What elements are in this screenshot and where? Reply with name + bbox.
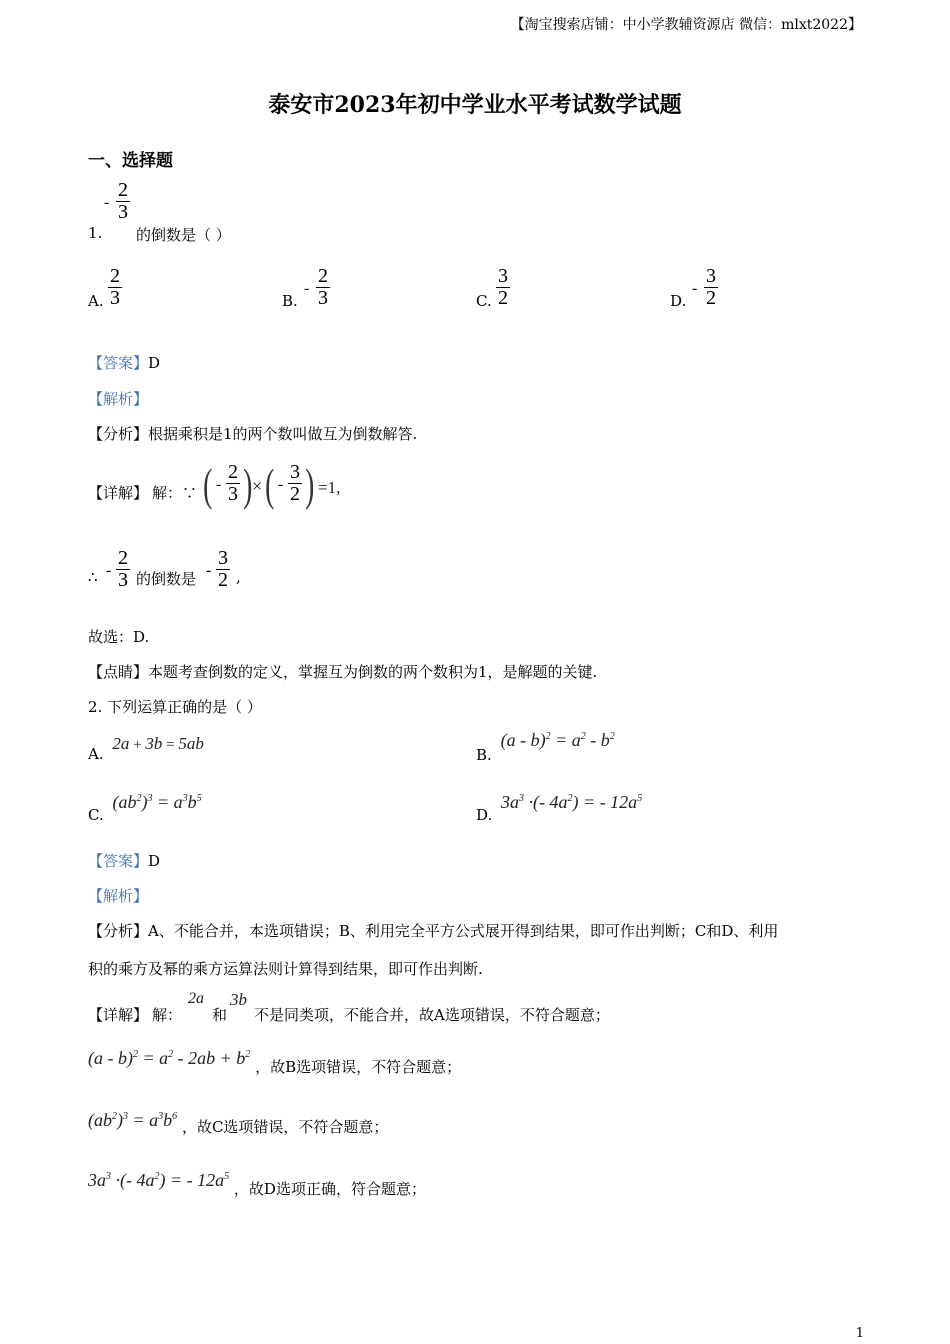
option-label: B. bbox=[282, 292, 298, 310]
q2-fenxi-line-1: 【分析】A、不能合并，本选项错误；B、利用完全平方公式展开得到结果，即可作出判断；C和D、利用 bbox=[88, 922, 779, 940]
q2-answer-line: 【答案】D bbox=[88, 852, 161, 870]
section-heading: 一、选择题 bbox=[88, 151, 173, 171]
therefore-line: ∴ - $\frac{2}{3}$ 的倒数是 - $\frac{3}{2}$ , bbox=[88, 547, 241, 591]
q2-option-a: A. 2a + 3b = 5ab bbox=[88, 734, 204, 763]
fraction: $\frac{3}{2}$ bbox=[706, 265, 716, 309]
q2-option-c: C. $(ab^2)^3 = a^3b^5$ bbox=[88, 792, 202, 824]
minus-sign: - bbox=[692, 280, 698, 297]
fraction: $\frac{3}{2}$ bbox=[498, 265, 508, 309]
fenxi-line: 【分析】根据乘积是1的两个数叫做互为倒数解答. bbox=[88, 425, 418, 443]
answer-value: D bbox=[148, 354, 161, 372]
minus-sign: - bbox=[304, 280, 310, 297]
analysis-tag: 【解析】 bbox=[88, 390, 149, 408]
question-number: 1. bbox=[88, 224, 103, 242]
q2-fenxi-line-2: 积的乘方及幂的乘方运算法则计算得到结果，即可作出判断. bbox=[88, 960, 483, 978]
q2-option-b: B. $(a - b)^2 = a^2 - b^2$ bbox=[476, 730, 615, 764]
q2-option-d: D. $3a^3$ ·(- $4a^2$) = - $12a^5$ bbox=[476, 792, 643, 824]
minus-sign: - bbox=[104, 194, 110, 211]
page-title: 泰安市2023年初中学业水平考试数学试题 bbox=[268, 92, 682, 118]
detail-line: 【详解】 解：∵ ( - $\frac{2}{3}$ ) × ( - $\frac{3}{2}$ ) =1, bbox=[88, 459, 341, 510]
fraction: $\frac{2}{3}$ bbox=[318, 265, 328, 309]
q2-detail-b: $(a - b)^2 = a^2 - 2ab + b^2$ ，故B选项错误，不符合题意； bbox=[88, 1048, 462, 1076]
q2-detail-d: $3a^3$ ·(- $4a^2$) = - $12a^5$ ，故D选项正确，符合题意； bbox=[88, 1170, 426, 1198]
dianjing-line: 【点睛】本题考查倒数的定义，掌握互为倒数的两个数积为1，是解题的关键. bbox=[88, 663, 598, 681]
answer-line bbox=[88, 352, 160, 373]
fraction: $\frac{2}{3}$ bbox=[110, 265, 120, 309]
q2-detail-a: 【详解】 解： 2a 和 3b 不是同类项，不能合并，故A选项错误，不符合题意； bbox=[88, 990, 610, 1024]
option-label: A. bbox=[88, 292, 104, 310]
q2-analysis-tag: 【解析】 bbox=[88, 887, 149, 905]
question-2-stem: 2. 下列运算正确的是（ ） bbox=[88, 698, 262, 716]
option-label: C. bbox=[476, 292, 492, 310]
choose-line: 故选：D. bbox=[88, 628, 150, 646]
shop-note: 【淘宝搜索店铺：中小学教辅资源店 微信：mlxt2022】 bbox=[510, 17, 862, 33]
option-label: D. bbox=[670, 292, 687, 310]
page-number: 1 bbox=[855, 1326, 864, 1341]
q2-detail-c: $(ab^2)^3 = a^3b^6$ ，故C选项错误，不符合题意； bbox=[88, 1110, 389, 1136]
answer-tag: 【答案】 bbox=[88, 354, 149, 372]
fraction: $\frac{2}{3}$ bbox=[118, 179, 128, 223]
stem-text: 的倒数是（ ） bbox=[136, 226, 231, 244]
